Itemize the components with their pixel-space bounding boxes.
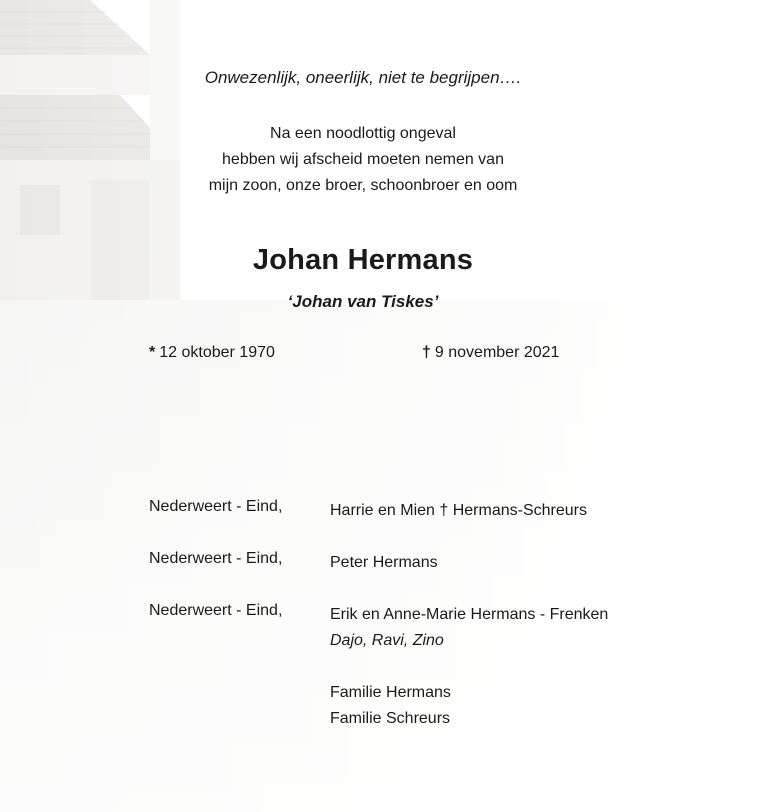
intro-text bbox=[0, 121, 726, 199]
death-date bbox=[422, 344, 559, 362]
opening-line: Onwezenlijk, oneerlijk, niet te begrijpen…. bbox=[204, 68, 522, 87]
birth-date bbox=[149, 344, 275, 362]
mourner-names: Peter Hermans bbox=[330, 554, 438, 571]
intro-line: mijn zoon, onze broer, schoonbroer en oom bbox=[208, 177, 518, 194]
birth-symbol: * bbox=[149, 344, 156, 361]
deceased-nickname: ‘Johan van Tiskes’ bbox=[287, 292, 439, 311]
intro-line: hebben wij afscheid moeten nemen van bbox=[222, 151, 504, 168]
death-symbol: † bbox=[422, 344, 431, 361]
mourner-children: Dajo, Ravi, Zino bbox=[330, 632, 444, 649]
mourner-names: Harrie en Mien † Hermans-Schreurs bbox=[330, 502, 587, 519]
death-date-text: 9 november 2021 bbox=[434, 344, 560, 361]
intro-line: Na een noodlottig ongeval bbox=[270, 125, 456, 142]
mourner-place: Nederweert - Eind, bbox=[149, 602, 283, 619]
mourner-names: Erik en Anne-Marie Hermans - Frenken bbox=[330, 606, 609, 623]
deceased-name: Johan Hermans bbox=[252, 244, 474, 276]
family-name: Familie Hermans bbox=[330, 684, 451, 701]
mourner-place: Nederweert - Eind, bbox=[149, 550, 283, 567]
mourner-names-block bbox=[330, 602, 608, 654]
birth-date-text: 12 oktober 1970 bbox=[159, 344, 275, 361]
mourner-place: Nederweert - Eind, bbox=[149, 498, 283, 515]
families-list bbox=[330, 680, 451, 732]
family-name: Familie Schreurs bbox=[330, 710, 451, 727]
